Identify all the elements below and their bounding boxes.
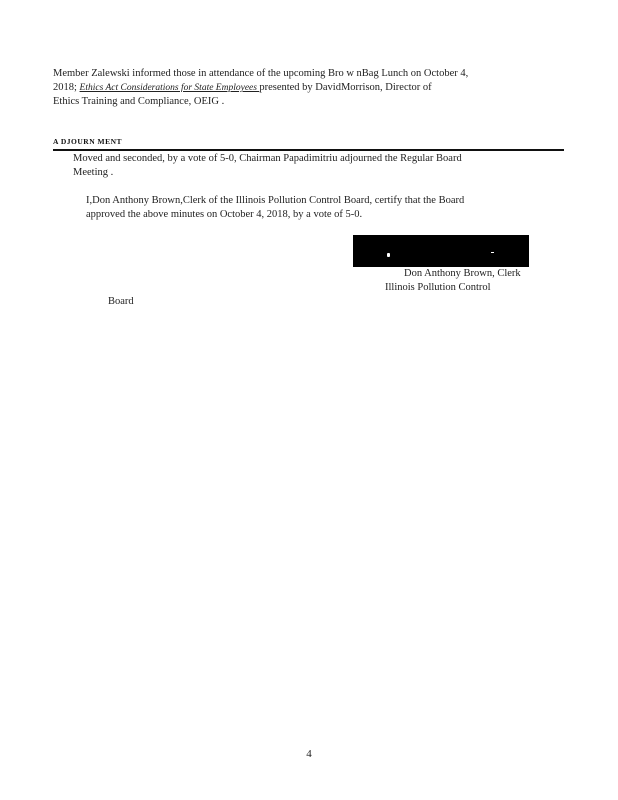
page-number: 4 [306,748,312,760]
paragraph3-line2: approved the above minutes on October 4, 2018, by a vote of 5-0. [86,209,363,220]
paragraph3-line1: I,Don Anthony Brown,Clerk of the Illinois Pollution Control Board, certify that the Board [86,195,465,206]
paragraph-adjournment-motion [73,152,462,180]
section-heading-adjournment: A DJOURN MENT [53,137,123,146]
paragraph-brown-bag-lunch [53,67,533,109]
signatory-board: Board [108,296,134,307]
paragraph1-line2-end: presented by DavidMorrison, Director of [259,82,432,93]
paragraph2-line1: Moved and seconded, by a vote of 5-0, Chairman Papadimitriu adjourned the Regular Board [73,153,462,164]
signature-mark [491,252,494,253]
paragraph1-line1: Member Zalewski informed those in attendance of the upcoming Bro w nBag Lunch on October 4, [53,68,469,79]
paragraph2-line2: Meeting . [73,167,114,178]
signatory-name: Don Anthony Brown, Clerk [404,268,521,279]
section-divider [53,149,564,151]
redacted-signature-block [353,235,529,267]
paragraph1-line3: Ethics Training and Compliance, OEIG . [53,96,225,107]
lunch-title: Ethics Act Considerations for State Employees [79,83,260,93]
paragraph1-line2 [53,81,533,95]
paragraph-clerk-certification [86,194,464,222]
signature-mark [387,253,390,257]
signatory-organization: Illinois Pollution Control [385,282,491,293]
paragraph1-line2-start: 2018; [53,82,80,93]
